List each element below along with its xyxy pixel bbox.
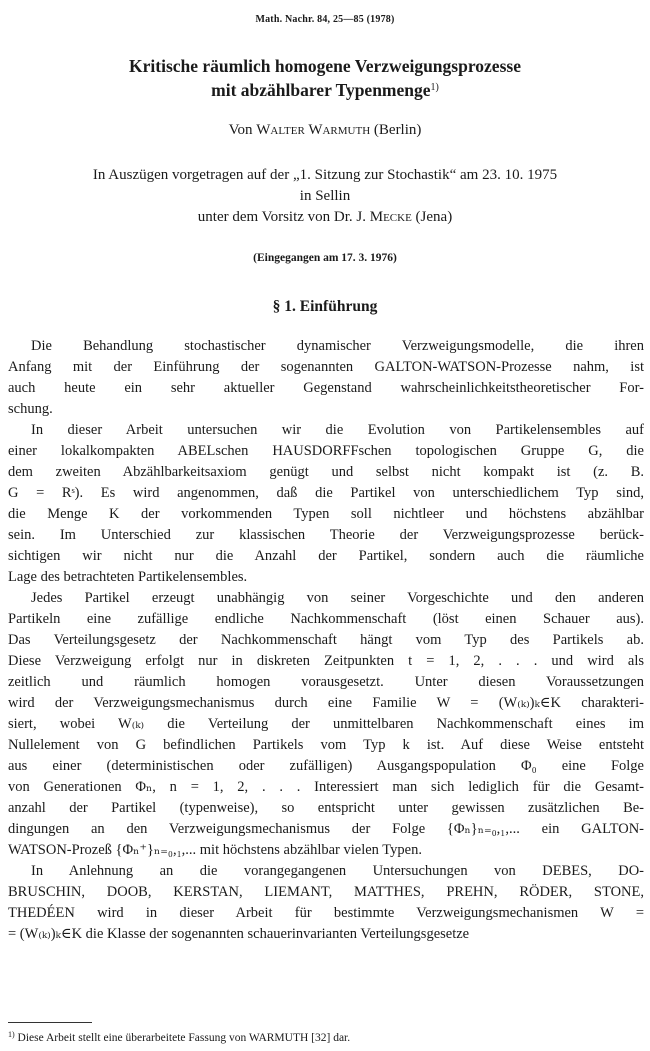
title-footnote-mark: 1) — [430, 82, 439, 93]
paragraph — [8, 861, 644, 945]
lecture-chair-name: Mecke — [369, 209, 412, 225]
author-name: Walter Warmuth — [256, 122, 371, 138]
title-line-1: Kritische räumlich homogene Verzweigungsprozesse — [129, 56, 521, 76]
text-line: die Menge K der vorkommenden Typen soll nichtleer und höchstens abzählbar — [8, 506, 644, 522]
text-line: Die Behandlung stochastischer dynamischer Verzweigungsmodelle, die ihren — [31, 338, 644, 354]
lecture-chair-prefix: unter dem Vorsitz von Dr. J. — [197, 209, 366, 225]
text-line: wird der Verzweigungsmechanismus durch eine Familie W = (W₍ₖ₎)ₖ∈K charakteri- — [8, 695, 644, 711]
paragraph — [8, 336, 644, 420]
text-line: zeitlich und räumlich homogen vorausgesetzt. Unter diesen Voraussetzungen — [8, 674, 644, 690]
footnote — [8, 1030, 644, 1044]
received-date: (Eingegangen am 17. 3. 1976) — [253, 252, 397, 264]
text-line: schung. — [8, 401, 53, 417]
paper-title — [0, 56, 650, 101]
footnote-rule — [8, 1022, 92, 1023]
text-line: = (W₍ₖ₎)ₖ∈K die Klasse der sogenannten schauerinvarianten Verteilungsgesetze — [8, 926, 470, 942]
text-line: dem zweiten Abzählbarkeitsaxiom genügt und selbst nicht kompakt ist (z. B. — [8, 464, 644, 480]
footnote-mark: 1) — [8, 1030, 15, 1039]
lecture-line-1: In Auszügen vorgetragen auf der „1. Sitzung zur Stochastik“ am 23. 10. 1975 — [92, 167, 558, 183]
journal-reference: Math. Nachr. 84, 25—85 (1978) — [255, 14, 395, 25]
title-line-2-text: mit abzählbarer Typenmenge — [211, 80, 431, 100]
text-line: anzahl der Partikel (typenweise), so entspricht unter gewissen zusätzlichen Be- — [8, 800, 644, 816]
text-line: WATSON-Prozeß {Φₙ⁺}ₙ₌₀,₁,... mit höchstens abzählbar vielen Typen. — [8, 842, 422, 858]
text-line: Anfang mit der Einführung der sogenannten GALTON-WATSON-Prozesse nahm, ist — [8, 359, 644, 375]
text-line: dingungen an den Verzweigungsmechanismus der Folge {Φₙ}ₙ₌₀,₁,... ein GALTON- — [8, 821, 644, 837]
lecture-line-3 — [0, 207, 650, 228]
body-text — [8, 336, 644, 945]
text-line: auch heute ein sehr aktueller Gegenstand wahrscheinlichkeitstheoretischer For- — [8, 380, 644, 396]
text-line: einer lokalkompakten ABELschen HAUSDORFFschen topologischen Gruppe G, die — [8, 443, 644, 459]
paragraph — [8, 420, 644, 588]
title-line-2 — [0, 77, 650, 101]
text-line: sein. Im Unterschied zur klassischen Theorie der Verzweigungsprozesse berück- — [8, 527, 644, 543]
text-line: THEDÉEN wird in dieser Arbeit für bestimmte Verzweigungsmechanismen W = — [8, 905, 644, 921]
author-prefix: Von — [228, 122, 253, 138]
text-line: In dieser Arbeit untersuchen wir die Evolution von Partikelensembles auf — [31, 422, 644, 438]
text-line: Jedes Partikel erzeugt unabhängig von seiner Vorgeschichte und den anderen — [31, 590, 644, 606]
text-line: BRUSCHIN, DOOB, KERSTAN, LIEMANT, MATTHES, PREHN, RÖDER, STONE, — [8, 884, 644, 900]
text-line: Lage des betrachteten Partikelensembles. — [8, 569, 248, 585]
section-heading: § 1. Einführung — [272, 298, 378, 315]
footnote-text: Diese Arbeit stellt eine überarbeitete Fassung von WARMUTH [32] dar. — [17, 1032, 351, 1044]
text-line: Partikeln eine zufällige endliche Nachkommenschaft (löst einen Schauer aus). — [8, 611, 644, 627]
text-line: Diese Verzweigung erfolgt nur in diskreten Zeitpunkten t = 1, 2, . . . und wird als — [8, 653, 644, 669]
text-line: von Generationen Φₙ, n = 1, 2, . . . Interessiert man sich lediglich für die Gesamt- — [8, 779, 644, 795]
text-line: G = Rˢ). Es wird angenommen, daß die Partikel von unterschiedlichem Typ sind, — [8, 485, 644, 501]
text-line: Nullelement von G befindlichen Partikels vom Typ k ist. Auf diese Weise entsteht — [8, 737, 644, 753]
author-location: (Berlin) — [373, 122, 422, 138]
text-line: Das Verteilungsgesetz der Nachkommenschaft hängt vom Typ des Partikels ab. — [8, 632, 644, 648]
text-line: aus einer (deterministischen oder zufälligen) Ausgangspopulation Φ₀ eine Folge — [8, 758, 644, 774]
lecture-line-2: in Sellin — [299, 188, 351, 204]
lecture-chair-location: (Jena) — [415, 209, 453, 225]
paragraph — [8, 588, 644, 861]
text-line: siert, wobei W₍ₖ₎ die Verteilung der unmittelbaren Nachkommenschaft eines im — [8, 716, 644, 732]
lecture-note — [0, 165, 650, 228]
text-line: In Anlehnung an die vorangegangenen Untersuchungen von DEBES, DO- — [31, 863, 644, 879]
author-line — [0, 122, 650, 139]
text-line: sichtigen wir nicht nur die Anzahl der Partikel, sondern auch die räumliche — [8, 548, 644, 564]
